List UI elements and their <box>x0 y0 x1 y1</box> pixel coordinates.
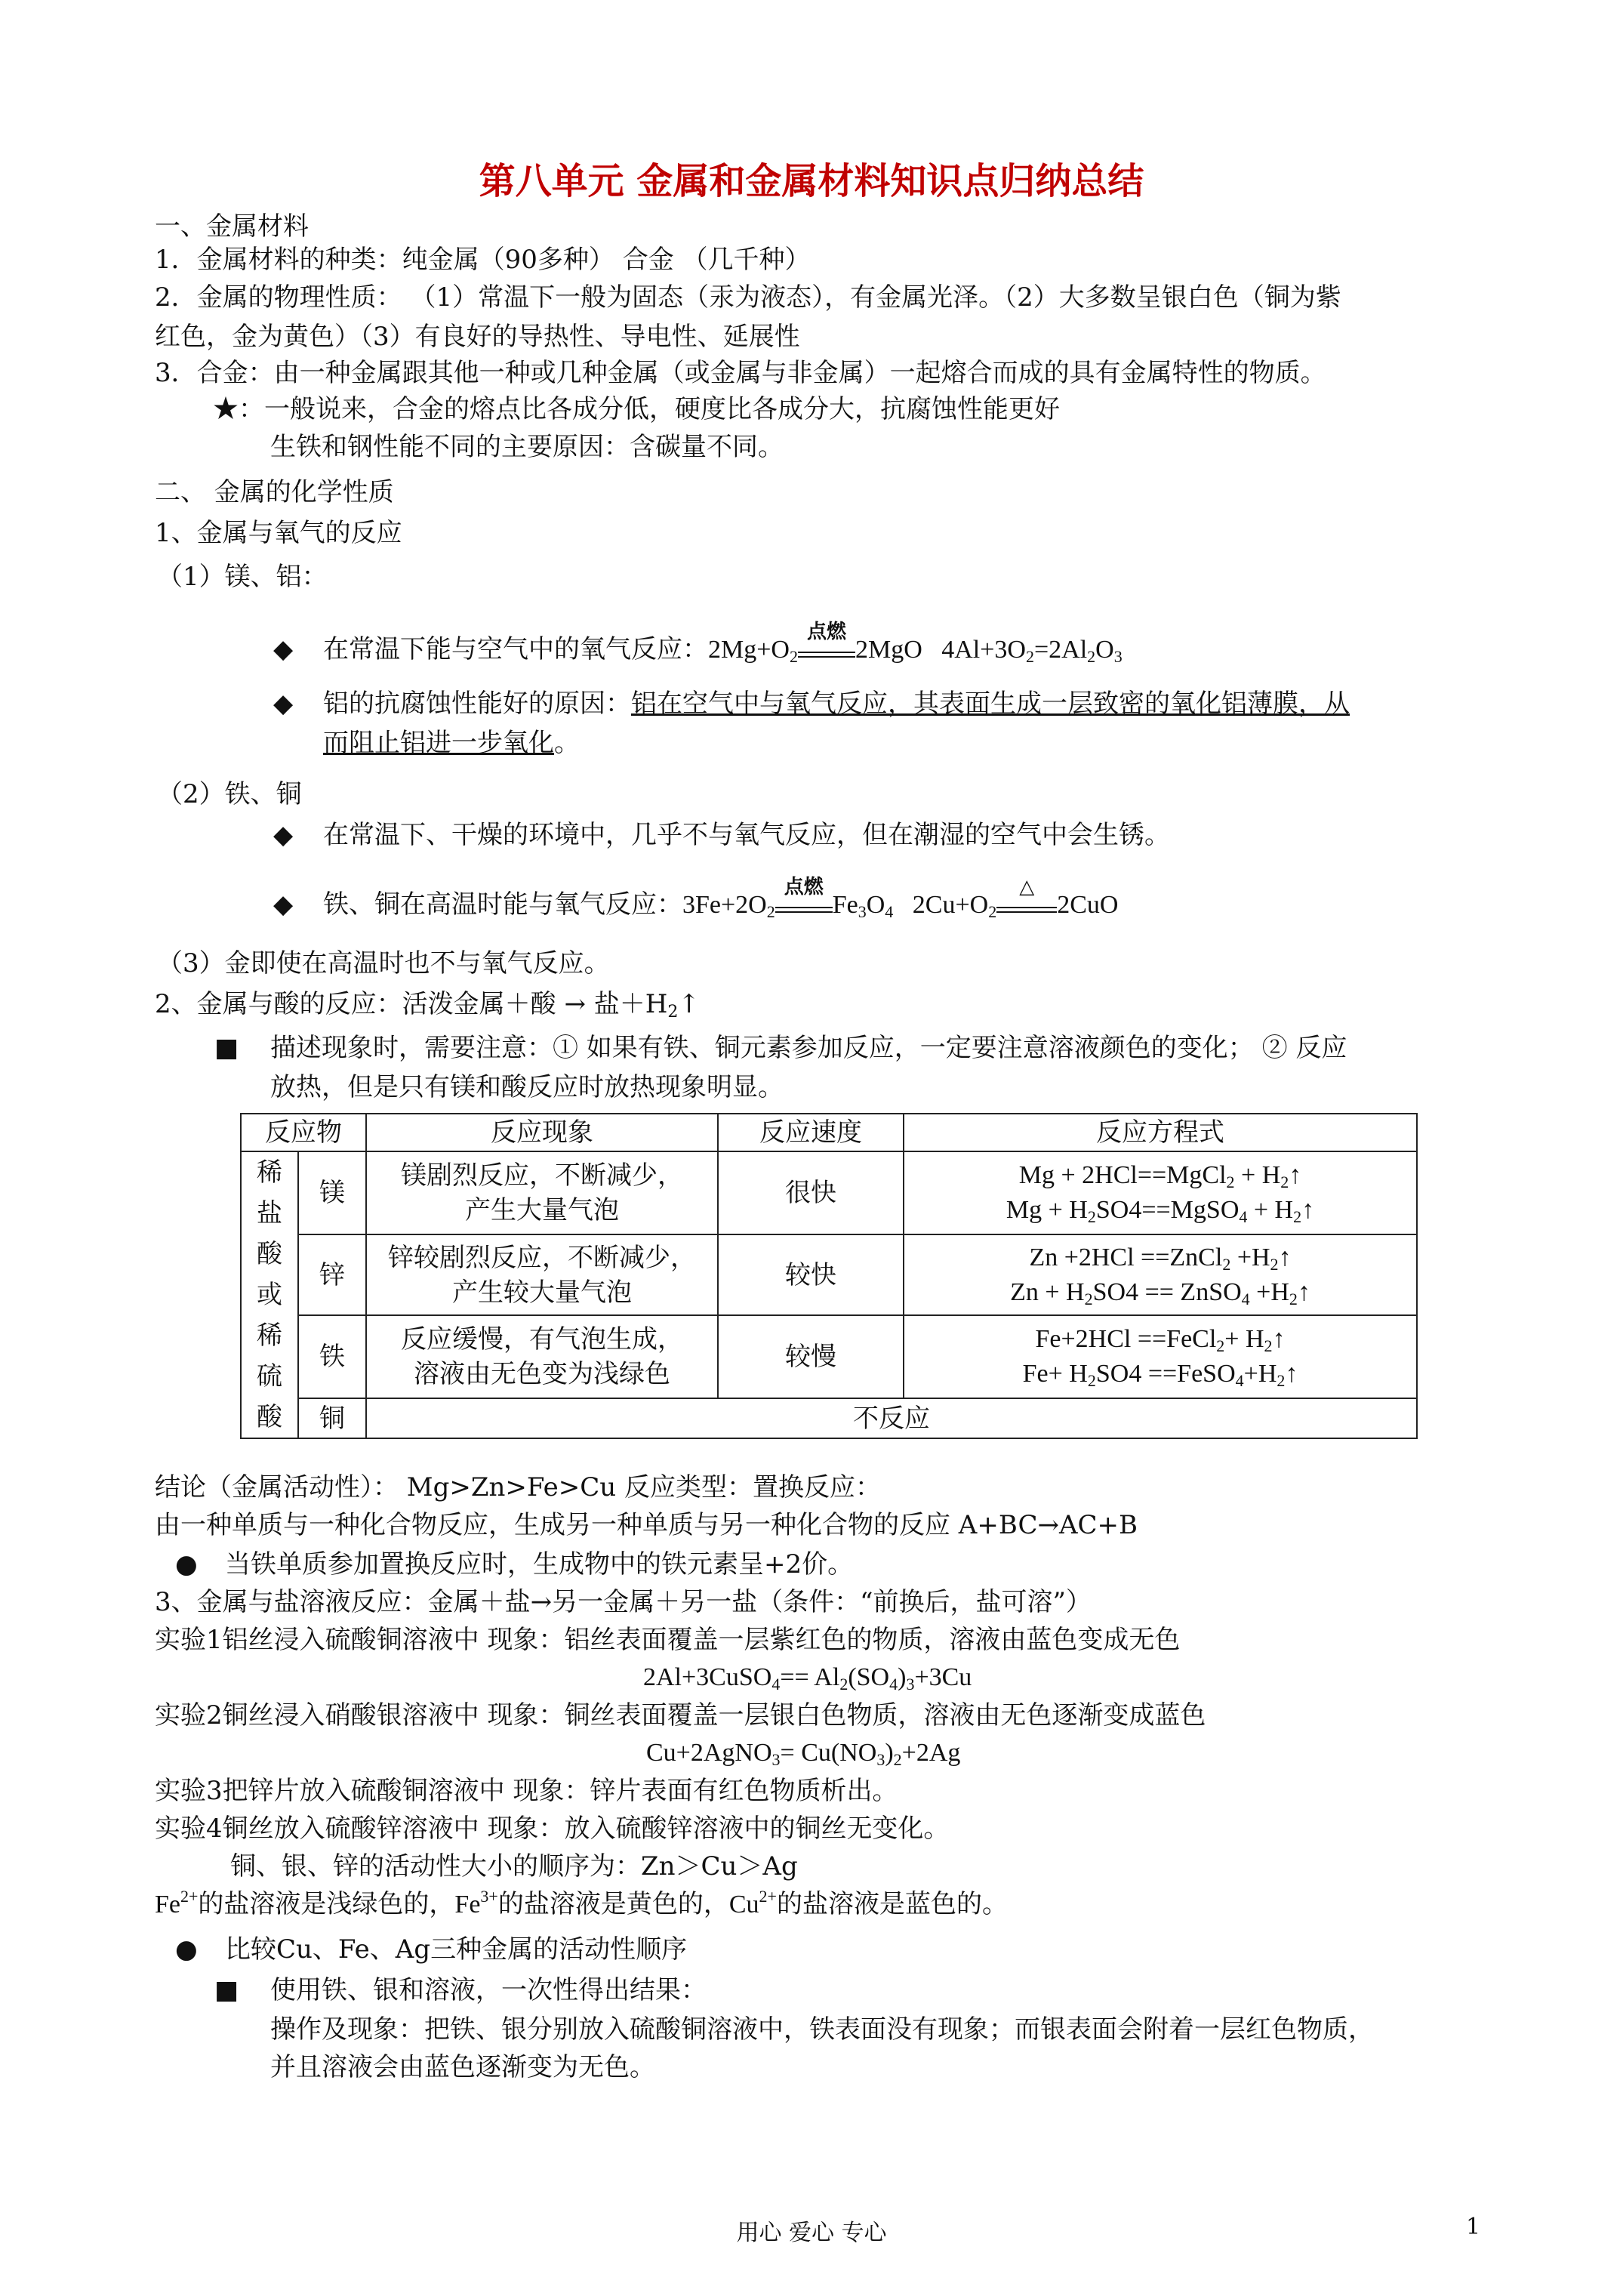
table-header: 反应物 <box>241 1114 366 1151</box>
page-number: 1 <box>1466 2214 1481 2240</box>
document-title: 第八单元 金属和金属材料知识点归纳总结 <box>479 160 1144 202</box>
page-footer: 用心 爱心 专心 <box>736 2220 887 2246</box>
note-description-b: 放热，但是只有镁和酸反应时放热现象明显。 <box>270 1072 784 1102</box>
compare-method: ■ 使用铁、银和溶液，一次性得出结果： <box>214 1975 707 2005</box>
compare-operation-b: 并且溶液会由蓝色逐渐变为无色。 <box>270 2052 655 2082</box>
experiment-2: 实验2铜丝浸入硝酸银溶液中 现象：铜丝表面覆盖一层银白色物质，溶液由无色逐渐变成蓝色 <box>155 1700 1206 1730</box>
bullet-al-corrosion-cont: 而阻止铝进一步氧化。 <box>323 728 580 758</box>
bullet-fe-cu-high-temp: ◆ 铁、铜在高温时能与氧气反应：$3Fe+2O_2$ 点燃 $Fe_3O_4$ $2Cu+O_2$ △ 2CuO <box>273 876 1119 921</box>
table-row <box>241 1234 1417 1316</box>
compare-heading: ● 比较Cu、Fe、Ag三种金属的活动性顺序 <box>175 1934 688 1965</box>
compare-operation-a: 操作及现象：把铁、银分别放入硫酸铜溶液中，铁表面没有现象；而银表面会附着一层红色物质， <box>270 2014 1374 2045</box>
speed-cell: 较快 <box>718 1234 904 1316</box>
experiment-4: 实验4铜丝放入硫酸锌溶液中 现象：放入硫酸锌溶液中的铜丝无变化。 <box>155 1814 950 1844</box>
bullet-fe-cu-dry: ◆ 在常温下、干燥的环境中，几乎不与氧气反应，但在潮湿的空气中会生锈。 <box>273 820 1170 850</box>
table-header: 反应方程式 <box>904 1114 1417 1151</box>
table-row <box>241 1151 1417 1234</box>
conclusion-definition: 由一种单质与一种化合物反应，生成另一种单质与另一种化合物的反应 A+BC→AC+B <box>155 1510 1138 1540</box>
metal-cell: 铁 <box>298 1315 366 1398</box>
section-heading-2: 二、 金属的化学性质 <box>155 477 394 507</box>
metal-cell: 锌 <box>298 1234 366 1316</box>
reaction-condition: △ <box>1019 876 1035 898</box>
diamond-bullet-icon: ◆ <box>273 820 294 850</box>
line-metal-salt: 3、金属与盐溶液反应：金属＋盐→另一金属＋另一盐（条件：“前换后，盐可溶”） <box>155 1587 1092 1617</box>
equation-cell: Zn +2HCl ==ZnCl$_2$ $+H_2↑$ $Zn + H_2SO4$ == ZnSO$_4$ $+H_2↑$ <box>904 1234 1417 1316</box>
table-row <box>241 1398 1417 1438</box>
line-9: （3）金即使在高温时也不与氧气反应。 <box>157 948 610 978</box>
square-bullet-icon: ■ <box>214 1975 239 2005</box>
experiment-3: 实验3把锌片放入硫酸铜溶液中 现象：锌片表面有红色物质析出。 <box>155 1776 898 1806</box>
table-header: 反应速度 <box>718 1114 904 1151</box>
conclusion-activity: 结论（金属活动性）： Mg>Zn>Fe>Cu 反应类型：置换反应： <box>155 1472 881 1502</box>
ion-colors: $Fe^{2+}$的盐溶液是浅绿色的，$Fe^{3+}$的盐溶液是黄色的，$Cu^{2+}$的盐溶液是蓝色的。 <box>155 1887 1008 1919</box>
table-row <box>241 1315 1417 1398</box>
diamond-bullet-icon: ◆ <box>273 689 294 719</box>
note-description-a: ■ 描述现象时，需要注意：① 如果有铁、铜元素参加反应，一定要注意溶液颜色的变化； ② 反应 <box>214 1033 1347 1063</box>
line-5: 生铁和钢性能不同的主要原因：含碳量不同。 <box>270 432 784 462</box>
reaction-condition: 点燃 <box>806 621 846 643</box>
section-heading-1: 一、金属材料 <box>155 211 309 242</box>
experiment-1: 实验1铝丝浸入硫酸铜溶液中 现象：铝丝表面覆盖一层紫红色的物质，溶液由蓝色变成无色 <box>155 1625 1181 1655</box>
speed-cell: 较慢 <box>718 1315 904 1398</box>
table-header: 反应现象 <box>366 1114 718 1151</box>
square-bullet-icon: ■ <box>214 1033 239 1063</box>
equation-experiment-2: Cu+2AgNO$_3$= $Cu(NO_3)_2+2Ag$ <box>646 1739 961 1769</box>
metal-cell: 镁 <box>298 1151 366 1234</box>
reaction-condition: 点燃 <box>784 876 824 898</box>
line-10: 2、金属与酸的反应：活泼金属＋酸 → 盐$+H_2↑$ <box>155 989 700 1022</box>
speed-cell: 很快 <box>718 1151 904 1234</box>
acid-reaction-table <box>240 1113 1418 1439</box>
circle-bullet-icon: ● <box>175 1549 198 1579</box>
line-6: 1、金属与氧气的反应 <box>155 518 402 548</box>
metal-cell: 铜 <box>298 1398 366 1438</box>
equation-experiment-1: 2Al+3CuSO$_4$== $Al_2(SO_4)_3+3Cu$ <box>643 1663 972 1693</box>
diamond-bullet-icon: ◆ <box>273 889 294 920</box>
activity-order: 铜、银、锌的活动性大小的顺序为：Zn＞Cu＞Ag <box>230 1851 798 1881</box>
bullet-mg-al-oxygen: ◆ 在常温下能与空气中的氧气反应：$2Mg+O_2$ 点燃 2MgO $4Al+3O_2=2Al_2O_3$ <box>273 621 1123 666</box>
line-1: 1．金属材料的种类：纯金属（90多种） 合金 （几千种） <box>155 245 811 275</box>
equation-cell: Mg + 2HCl==MgCl$_2$ + $H_2↑$ $Mg + H_2SO4==MgSO_4$ + $H_2↑$ <box>904 1151 1417 1234</box>
phenomenon-cell: 镁剧烈反应，不断减少， 产生大量气泡 <box>366 1151 718 1234</box>
line-3: 3．合金：由一种金属跟其他一种或几种金属（或金属与非金属）一起熔合而成的具有金属特性的物质。 <box>155 358 1326 388</box>
line-4: ★：一般说来，合金的熔点比各成分低，硬度比各成分大，抗腐蚀性能更好 <box>213 394 1060 424</box>
acid-label-cell: 稀 盐 酸 或 稀 硫 酸 <box>241 1151 298 1438</box>
no-reaction-cell: 不反应 <box>366 1398 1417 1438</box>
bullet-al-corrosion: ◆ 铝的抗腐蚀性能好的原因：铝在空气中与氧气反应，其表面生成一层致密的氧化铝薄膜，从 <box>273 689 1350 719</box>
diamond-bullet-icon: ◆ <box>273 634 294 664</box>
phenomenon-cell: 锌较剧烈反应，不断减少， 产生较大量气泡 <box>366 1234 718 1316</box>
line-8: （2）铁、铜 <box>157 779 302 809</box>
line-2b: 红色，金为黄色）（3）有良好的导热性、导电性、延展性 <box>155 322 800 352</box>
line-2a: 2．金属的物理性质： （1）常温下一般为固态（汞为液态），有金属光泽。（2）大多数呈银白色（铜为紫 <box>155 282 1341 313</box>
note-iron-valence: ● 当铁单质参加置换反应时，生成物中的铁元素呈+2价。 <box>175 1549 854 1579</box>
line-7: （1）镁、铝： <box>157 562 328 592</box>
circle-bullet-icon: ● <box>175 1934 198 1965</box>
phenomenon-cell: 反应缓慢，有气泡生成， 溶液由无色变为浅绿色 <box>366 1315 718 1398</box>
equation-cell: Fe+2HCl ==FeCl$_2$+ $H_2↑$ $Fe+ H_2SO4$ $==FeSO_4+H_2↑$ <box>904 1315 1417 1398</box>
